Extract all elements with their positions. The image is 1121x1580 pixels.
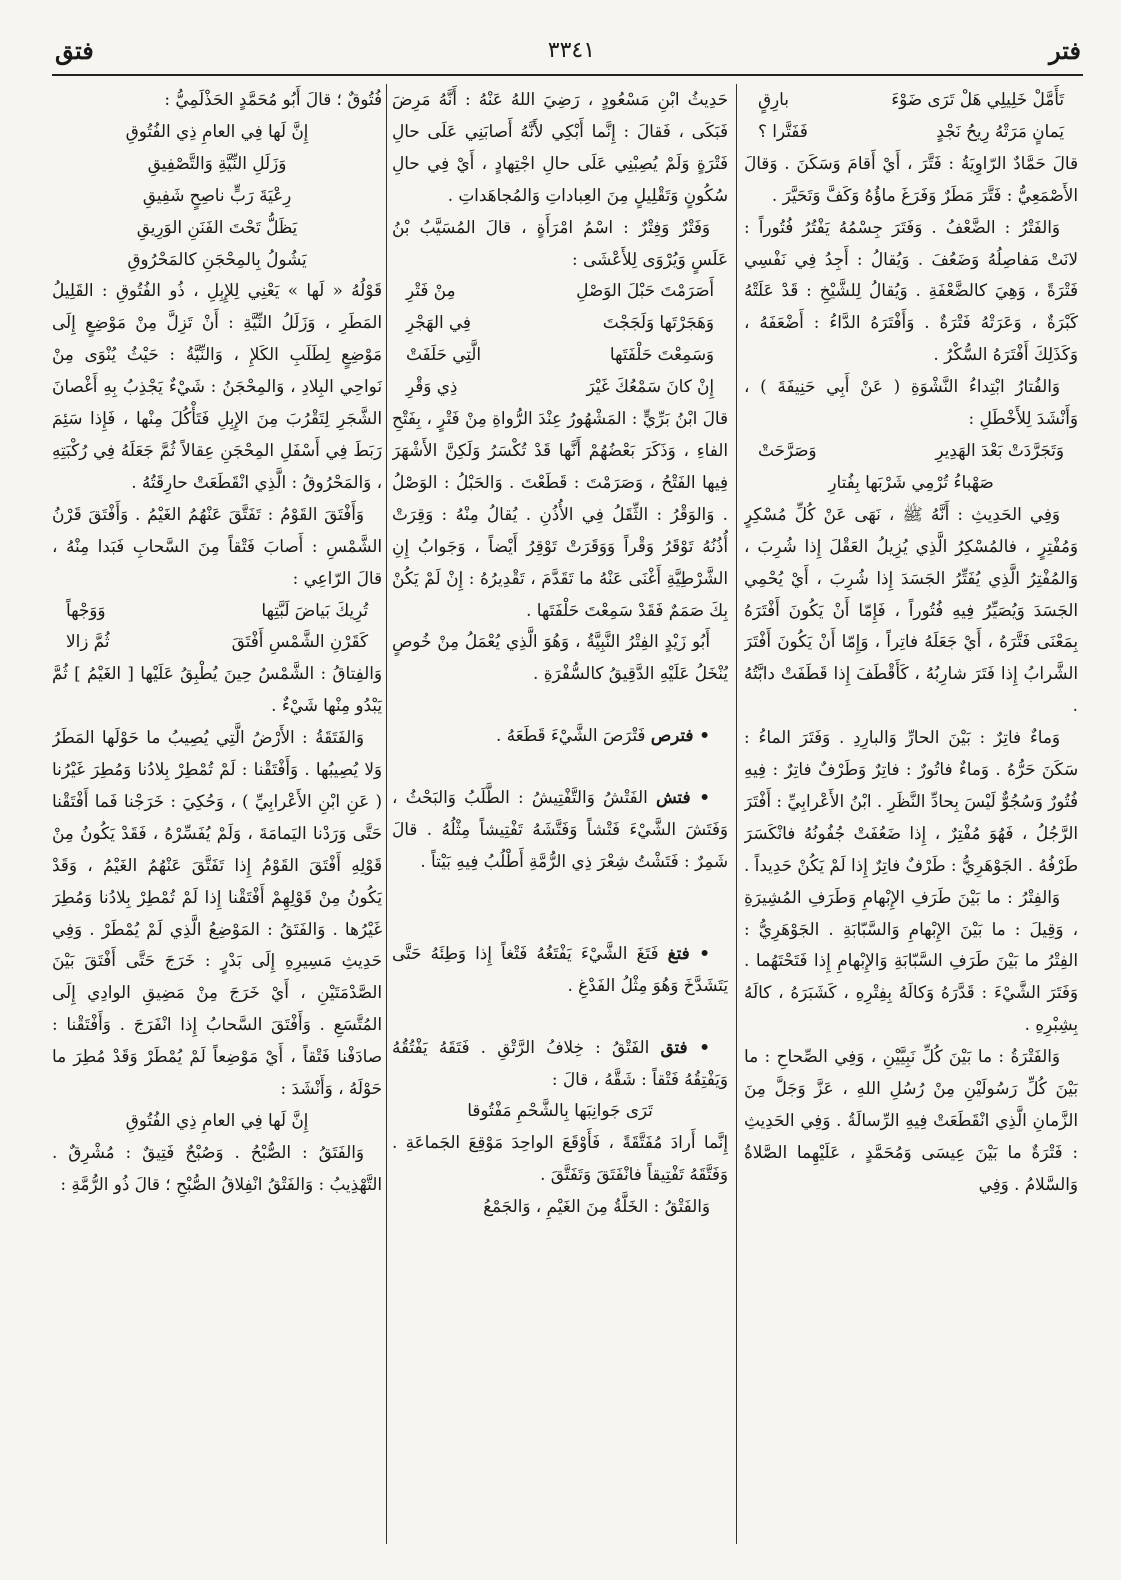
verse-line: إِنْ كانَ سَمْعُكَ غَيْرَ ذِي وَقْرِ [406, 376, 714, 397]
page-header [55, 30, 1081, 70]
text-paragraph: وَالفَتْقُ : الخَلَّةُ مِنَ الغَيْمِ ، وَالجَمْعُ [483, 1196, 710, 1217]
text-paragraph: وَالفَتْرُ : الضَّعْفُ . وَفَتَرَ جِسْمُهُ يَفْتُرُ فُتُوراً : لانَتْ مَفاصِلُهُ وَضَعُفَ . وَيُقالُ : أَجِدُ فِي نَفْسِي فَتْرَةً ، وَهِيَ كالضَّعْفَةِ . وَيُقالُ لِلشَّيْخِ : قَدْ عَلَتْهُ كَبْرَةٌ ، وَعَرَتْهُ فَتْرَةٌ . وَأَفْتَرَهُ الدَّاءُ : أَضْعَفَهُ ، وَكَذَلِكَ أَفْتَرَهُ السُّكْرُ . [744, 216, 1078, 365]
entry-paragraph: • فتش الفَتْشُ وَالتَّفْتِيشُ : الطَّلَبُ وَالبَحْثُ ، وَفَتَشَ الشَّيْءَ فَتْشاً وَفَتَّشَهُ تَفْتِيشاً مِثْلُهُ . قالَ شَمِرٌ : فَتَشْتُ شِعْرَ ذِي الرُّمَّةِ أَطْلُبُ فِيهِ بَيْتاً . [392, 787, 728, 871]
verse-line: تَأَمَّلْ خَلِيلِي هَلْ تَرَى ضَوْءَ بارِقٍ [758, 89, 1064, 109]
column-left [52, 84, 382, 1554]
column-divider [736, 84, 737, 1544]
text-paragraph: إِنَّما أَرادَ مُفَتَّقَةً ، فَأَوْقَعَ الواحِدَ مَوْقِعَ الجَماعَةِ . وَفَتَّقَهُ تَفْتِيقاً فانْفَتَقَ وَتَفَتَّقَ . [392, 1132, 728, 1185]
text-paragraph: وَماءٌ فاتِرٌ : بَيْنَ الحارِّ وَالبارِدِ . وَفَتَرَ الماءُ : سَكَنَ حَرُّهُ . وَماءٌ فاتُورٌ : فاتِرٌ وَطَرْفٌ فاتِرٌ : فِيهِ فُتُورٌ وَسُجُوٌّ لَيْسَ بِحادِّ النَّظَرِ . ابْنُ الأَعْرابِيِّ : أَفْتَرَ الرَّجُلُ ، فَهُوَ مُفْتِرٌ ، إِذا ضَعُفَتْ جُفُونُهُ فانْكَسَرَ طَرْفُهُ . الجَوْهَرِيُّ : طَرْفٌ فاتِرٌ إِذا لَمْ يَكُنْ حَدِيداً . [744, 727, 1078, 875]
header-right-word: فتر [1049, 35, 1081, 65]
page-number: ٣٣٤١ [547, 37, 596, 63]
verse-line: يَظَلُّ تَحْتَ الفَنَنِ الوَرِيقِ [136, 216, 298, 237]
verse-line: إِنَّ لَها فِي العامِ ذِي الفُتُوقِ [125, 120, 309, 141]
verse-line: صَهْباءُ تُرْمِي شَرْبَها بِفُتارِ [828, 471, 994, 492]
text-paragraph: وَالفِتْرُ : ما بَيْنَ طَرَفِ الإِبْهامِ وَطَرَفِ المُشِيرَةِ ، وَقِيلَ : ما بَيْنَ الإِبْهامِ وَالسَّبّابَةِ . الجَوْهَرِيُّ : الفِتْرُ ما بَيْنَ طَرَفِ السَّبّابَةِ وَالإِبْهامِ إِذا فَتَحْتَهُما . وَفَتَرَ الشَّيْءَ : قَدَّرَهُ وَكالَهُ بِفِتْرِهِ ، كَشَبَرَهُ ، كالَهُ بِشِبْرِهِ . [744, 886, 1078, 1035]
text-paragraph: قالَ ابْنُ بَرِّيٍّ : المَشْهُورُ عِنْدَ الرُّواةِ مِنْ فَتْرٍ ، بِفَتْحِ الفاءِ ، وَذَكَرَ بَعْضُهُمْ أَنَّها قَدْ تُكْسَرُ وَلَكِنَّ الأَشْهَرَ فِيها الفَتْحُ ، وَصَرَمْتَ : قَطَعْتَ . وَالحَبْلُ : الوَصْلُ . وَالوَقْرُ : الثِّقَلُ فِي الأُذُنِ . يُقالُ مِنْهُ : وَقِرَتْ أُذُنُهُ تَوْقَرُ وَقْراً وَوَقَرَتْ تَوْقِرُ أَيْضاً ، وَجَوابُ إِنِ الشَّرْطِيَّةِ أَغْنَى عَنْهُ ما تَقَدَّمَ ، تَقْدِيرُهُ : إِنْ لَمْ يَكُنْ بِكَ صَمَمٌ فَقَدْ سَمِعْتَ حَلْفَتَها . [392, 408, 728, 620]
entry-headword: • فتش [656, 787, 710, 808]
text-paragraph: وَفِي الحَدِيثِ : أَنَّهُ ﷺ ، نَهَى عَنْ كُلِّ مُسْكِرٍ وَمُفْتِرٍ ، فالمُسْكِرُ الَّذِي يُزِيلُ العَقْلَ إِذا شُرِبَ ، وَالمُفْتِرُ الَّذِي يُفَتِّرُ الجَسَدَ إِذا شُرِبَ ، أَيْ يُحْمِي الجَسَدَ وَيُصَيِّرُ فِيهِ فُتُوراً ، فَإِمّا أَنْ يَكُونَ أَفْتَرَهُ بِمَعْنَى فَتَّرَهُ ، أَيْ جَعَلَهُ فاتِراً ، وَإِمّا أَنْ يَكُونَ أَفْتَرَ الشَّرابُ إِذا فَتَرَ شارِبُهُ ، كَأَقْطَفَ إِذا قَطَفَتْ دابَّتُهُ . [744, 503, 1078, 716]
verse-line: إِنَّ لَها فِي العامِ ذِي الفُتُوقِ [125, 1110, 309, 1130]
entry-headword: • فتغ [667, 942, 710, 963]
verse-line: وَهَجَرْتَها وَلَجَجْتَ فِي الهَجْرِ [406, 312, 714, 333]
entry-headword: • فتق [660, 1036, 710, 1057]
text-paragraph: فُتُوقٌ ؛ قالَ أَبُو مُحَمَّدٍ الحَذْلَمِيُّ : [164, 89, 382, 109]
text-paragraph: قالَ حَمَّادٌ الرّاوِيَةُ : فَتَّرَ ، أَيْ أَقامَ وَسَكَنَ . وَقالَ الأَصْمَعِيُّ : فَتَّرَ مَطَرٌ وَفَرَغَ ماؤُهُ وَكَفَّ وَتَحَيَّرَ . [744, 152, 1078, 205]
verse-line: أَصَرَمْتَ حَبْلَ الوَصْلِ مِنْ فَتْرِ [406, 280, 714, 301]
text-paragraph: حَدِيثُ ابْنِ مَسْعُودٍ ، رَضِيَ اللهُ عَنْهُ : أَنَّهُ مَرِضَ فَبَكَى ، فَقالَ : إِنَّما أَبْكِي لأَنَّهُ أَصابَنِي عَلَى حالِ فَتْرَةٍ وَلَمْ يُصِبْنِي عَلَى حالِ اجْتِهادٍ ، أَيْ فِي حالِ سُكُونٍ وَتَقْلِيلٍ مِنَ العِباداتِ وَالمُجاهَداتِ . [392, 89, 728, 205]
text-paragraph: وَالفَتَقُ : الصُّبْحُ . وَصُبْحٌ فَتِيقٌ : مُشْرِقٌ . التَّهْذِيبُ : وَالفَتْقُ انْفِلاقُ الصُّبْحِ ؛ قالَ ذُو الرُّمَّةِ : [52, 1141, 382, 1194]
header-rule [52, 74, 1083, 76]
text-paragraph: وَفَتْرٌ وَفِتْرٌ : اسْمُ امْرَأَةٍ ، قالَ المُسَيَّبُ بْنُ عَلَسٍ وَيُرْوَى لِلأَعْشَى : [392, 216, 728, 269]
column-middle [392, 84, 728, 1554]
text-paragraph: وَالفَتْرَةُ : ما بَيْنَ كُلِّ نَبِيَّيْنِ ، وَفِي الصِّحاحِ : ما بَيْنَ كُلِّ رَسُولَيْنِ مِنْ رُسُلِ اللهِ ، عَزَّ وَجَلَّ مِنَ الزَّمانِ الَّذِي انْقَطَعَتْ فِيهِ الرِّسالَةُ . وَفِي الحَدِيثِ : فَتْرَةٌ ما بَيْنَ عِيسَى وَمُحَمَّدٍ ، عَلَيْهِما الصَّلاةُ وَالسَّلامُ . وَفِي [744, 1046, 1078, 1194]
verse-line: وَزَلَلِ النِّيَّةِ وَالتَّصْفِيقِ [147, 152, 287, 173]
verse-line: وَتَجَرَّدَتْ بَعْدَ الهَدِيرِ وَصَرَّحَتْ [758, 439, 1064, 460]
column-divider [386, 84, 387, 1544]
text-paragraph: أَبُو زَيْدٍ الفِتْرُ النَّبِيَّةُ ، وَهُوَ الَّذِي يُعْمَلُ مِنْ خُوصٍ يُنْخَلُ عَلَيْهِ الدَّقِيقُ كالسُّفْرَةِ . [392, 631, 728, 684]
text-paragraph: قَوْلُهُ « لَها » يَعْنِي لِلإِبِلِ ، ذُو الفُتُوقِ : القَلِيلُ المَطَرِ ، وَزَلَلُ النِّيَّةِ : أَنْ تَزِلَّ مِنْ مَوْضِعٍ إِلَى مَوْضِعٍ لِطَلَبِ الكَلإِ ، وَالنِّيَّةُ : حَيْثُ يُنْوَى مِنْ نَواحِي البِلادِ ، وَالمِحْجَنُ : شَيْءٌ يَجْذِبُ بِهِ أَغْصانَ الشَّجَرِ لِتَقْرُبَ مِنَ الإِبِلِ فَتَأْكُلَ مِنْها ، فَإِذا سَئِمَ رَبَطَ فِي أَسْفَلِ المِحْجَنِ عِقالاً ثُمَّ جَعَلَهُ فِي رُكْبَتِهِ ، وَالمَحْرُوقُ : الَّذِي انْقَطَعَتْ حارِقَتُهُ . [52, 280, 382, 492]
entry-headword: • فترص [650, 725, 710, 746]
verse-line: كَقَرْنِ الشَّمْسِ أَفْتَقَ ثُمَّ زالا [66, 631, 368, 652]
verse-line: تَرَى جَوانِبَها بِالشَّحْمِ مَفْتُوقا [467, 1100, 653, 1121]
verse-line: يَشُولُ بِالمِحْجَنِ كالمَحْرُوقِ [127, 248, 307, 269]
entry-paragraph: • فترص فَتْرَصَ الشَّيْءَ قَطَعَهُ . [495, 725, 710, 746]
verse-line: تُرِيكَ بَياضَ لَبَّتِها وَوَجْهاً [66, 599, 368, 620]
text-paragraph: وَالفَتَقَةُ : الأَرْضُ الَّتِي يُصِيبُ ما حَوْلَها المَطَرُ وَلا يُصِيبُها . وَأَفْتَقْنا : لَمْ تُمْطِرْ بِلادُنا وَمُطِرَ غَيْرُنا ( عَنِ ابْنِ الأَعْرابِيِّ ) ، وَحُكِيَ : خَرَجْنا فَما أَفْتَقْنا حَتَّى وَرَدْنا اليَمامَةَ ، وَلَمْ يُفَسِّرْهُ ، فَقَدْ يَكُونُ مِنْ قَوْلِهِ أَفْتَقَ القَوْمُ إِذا تَفَتَّقَ عَنْهُمُ الغَيْمُ ، وَقَدْ يَكُونُ مِنْ قَوْلِهِمْ أَفْتَقْنا إِذا لَمْ تُمْطِرْ بِلادُنا وَمُطِرَ غَيْرُها . وَالفَتَقُ : المَوْضِعُ الَّذِي لَمْ يُمْطَرْ . وَفِي حَدِيثِ مَسِيرِهِ إِلَى بَدْرٍ : خَرَجَ حَتَّى أَفْتَقَ بَيْنَ الصَّدْمَتَيْنِ ، أَيْ خَرَجَ مِنْ مَضِيقِ الوادِي إِلَى المُتَّسَعِ . وَأَفْتَقَ السَّحابُ إِذا انْفَرَجَ . وَأَفْتَقْنا : صادَفْنا فَتْقاً ، أَيْ مَوْضِعاً لَمْ يُمْطَرْ وَقَدْ مُطِرَ ما حَوْلَهُ ، وَأَنْشَدَ : [52, 727, 382, 1099]
entry-paragraph: • فتغ فَتَغَ الشَّيْءَ يَفْتَغُهُ فَتْغاً إِذا وَطِئَهُ حَتَّى يَتَشَدَّخَ وَهُوَ مِثْلُ الفَدْغِ . [392, 942, 728, 995]
text-paragraph: وَالفُتارُ ابْتِداءُ النَّشْوَةِ ( عَنْ أَبِي حَنِيفَةَ ) ، وَأَنْشَدَ لِلأَخْطَلِ : [744, 376, 1078, 429]
header-left-word: فتق [55, 35, 94, 65]
text-paragraph: وَأَفْتَقَ القَوْمُ : تَفَتَّقَ عَنْهُمُ الغَيْمُ . وَأَفْتَقَ قَرْنُ الشَّمْسِ : أَصابَ فَتْقاً مِنَ السَّحابِ فَبَدا مِنْهُ ، قالَ الرّاعِي : [52, 503, 382, 588]
column-right [744, 84, 1078, 1554]
verse-line: وَسَمِعْتَ حَلْفَتَها الَّتِي حَلَفَتْ [406, 344, 714, 365]
entry-paragraph: • فتق الفَتْقُ : خِلافُ الرَّتْقِ . فَتَقَهُ يَفْتُقُهُ وَيَفْتِقُهُ فَتْقاً : شَقَّهُ ، قالَ : [392, 1036, 728, 1089]
verse-line: يَمانٍ مَرَتْهُ رِيحُ نَجْدٍ فَفَتَّرا ؟ [758, 120, 1064, 141]
text-paragraph: وَالفِتاقُ : الشَّمْسُ حِينَ يُطْبِقُ عَلَيْها [ الغَيْمُ ] ثُمَّ يَبْدُو مِنْها شَيْءٌ . [52, 663, 382, 716]
verse-line: رِعْيَةَ رَبٍّ ناصِحٍ شَفِيقِ [142, 184, 292, 205]
